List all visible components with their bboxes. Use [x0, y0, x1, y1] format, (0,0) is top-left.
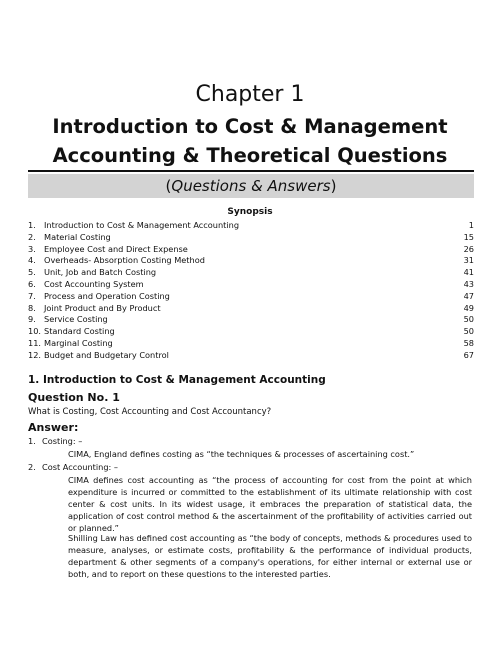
synopsis-item[interactable]	[28, 303, 474, 315]
synopsis-item-label: Unit, Job and Batch Costing	[44, 267, 157, 278]
synopsis-item-label: Joint Product and By Product	[44, 302, 161, 313]
answer-item-title: Cost Accounting: –	[42, 462, 118, 472]
synopsis-item-page: 31	[463, 255, 474, 266]
answer-paragraph: Shilling Law has defined cost accounting as “the body of concepts, methods & procedures used to measure, analyses, or estimate costs, profitability & the performance of individual products, department & other segments of a company's operations, for either internal or external use or both, and to report on these questions to the interested parties.	[68, 533, 472, 579]
synopsis-item[interactable]	[28, 291, 474, 303]
subtitle-band	[28, 174, 474, 198]
synopsis-item-number: 3.	[28, 243, 36, 254]
chapter-label: Chapter 1	[195, 82, 305, 107]
synopsis-item-page: 1	[468, 220, 474, 230]
synopsis-item-number: 6.	[28, 278, 36, 289]
synopsis-item[interactable]	[28, 232, 474, 244]
synopsis-item-label: Employee Cost and Direct Expense	[44, 243, 188, 254]
synopsis-item-label: Budget and Budgetary Control	[44, 349, 169, 360]
synopsis-item-page: 50	[463, 326, 474, 337]
synopsis-item[interactable]	[28, 267, 474, 279]
answer-item-heading	[28, 436, 82, 446]
synopsis-item-page: 41	[463, 267, 474, 278]
answer-label: Answer:	[28, 421, 79, 434]
chapter-title	[0, 112, 500, 170]
synopsis-item-number: 9.	[28, 314, 36, 325]
synopsis-item-number: 5.	[28, 267, 36, 278]
chapter-title-line-1: Introduction to Cost & Management	[52, 115, 448, 138]
synopsis-item[interactable]	[28, 338, 474, 350]
subtitle-text: Questions & Answers	[171, 177, 331, 195]
synopsis-item-label: Material Costing	[44, 231, 111, 242]
synopsis-item[interactable]	[28, 279, 474, 291]
question-number: Question No. 1	[28, 391, 120, 404]
synopsis-item-number: 1.	[28, 220, 36, 230]
answer-paragraph: CIMA defines cost accounting as “the process of accounting for cost from the point at which expenditure is incurred or committed to the establishment of its ultimate relationship with cost center & cost units. In its widest usage, it embraces the preparation of statistical data, the application of cost control method & the ascertainment of the profitability of activities carried out or planned.”	[68, 475, 472, 533]
chapter-title-line-2: Accounting & Theoretical Questions	[52, 144, 448, 167]
question-text: What is Costing, Cost Accounting and Cost Accountancy?	[28, 407, 272, 417]
title-divider	[28, 170, 474, 172]
synopsis-list	[28, 220, 474, 362]
synopsis-item-label: Service Costing	[44, 314, 108, 325]
synopsis-item-number: 8.	[28, 302, 36, 313]
synopsis-item-page: 58	[463, 337, 474, 348]
synopsis-item[interactable]	[28, 350, 474, 362]
synopsis-item[interactable]	[28, 326, 474, 338]
synopsis-item[interactable]	[28, 314, 474, 326]
synopsis-item-page: 26	[463, 243, 474, 254]
synopsis-item-label: Marginal Costing	[44, 337, 113, 348]
synopsis-item-page: 47	[463, 290, 474, 301]
answer-item-number: 1.	[28, 436, 36, 446]
synopsis-item-page: 15	[463, 231, 474, 242]
synopsis-item-number: 12.	[28, 349, 42, 360]
subtitle-open-paren: (	[165, 177, 172, 195]
synopsis-item-number: 7.	[28, 290, 36, 301]
synopsis-item-number: 11.	[28, 337, 42, 348]
subtitle-close-paren: )	[330, 177, 337, 195]
synopsis-item-label: Process and Operation Costing	[44, 290, 170, 301]
answer-item-title: Costing: –	[42, 436, 83, 446]
synopsis-item-label: Standard Costing	[44, 326, 115, 337]
answer-item-heading	[28, 462, 118, 472]
synopsis-item-number: 2.	[28, 231, 36, 242]
synopsis-item-page: 67	[463, 349, 474, 360]
synopsis-item-page: 43	[463, 278, 474, 289]
synopsis-item[interactable]	[28, 220, 474, 232]
synopsis-heading: Synopsis	[227, 207, 273, 217]
answer-paragraph: CIMA, England defines costing as “the techniques & processes of ascertaining cost.”	[68, 449, 415, 459]
answer-item-number: 2.	[28, 462, 36, 472]
synopsis-item[interactable]	[28, 244, 474, 256]
synopsis-item-label: Cost Accounting System	[44, 278, 144, 289]
section-heading: 1. Introduction to Cost & Management Accounting	[28, 374, 326, 386]
synopsis-item-page: 49	[463, 302, 474, 313]
synopsis-item-number: 10.	[28, 326, 42, 337]
synopsis-item-label: Introduction to Cost & Management Accounting	[44, 220, 240, 230]
synopsis-item[interactable]	[28, 255, 474, 267]
synopsis-item-page: 50	[463, 314, 474, 325]
synopsis-item-number: 4.	[28, 255, 36, 266]
synopsis-item-label: Overheads- Absorption Costing Method	[44, 255, 205, 266]
